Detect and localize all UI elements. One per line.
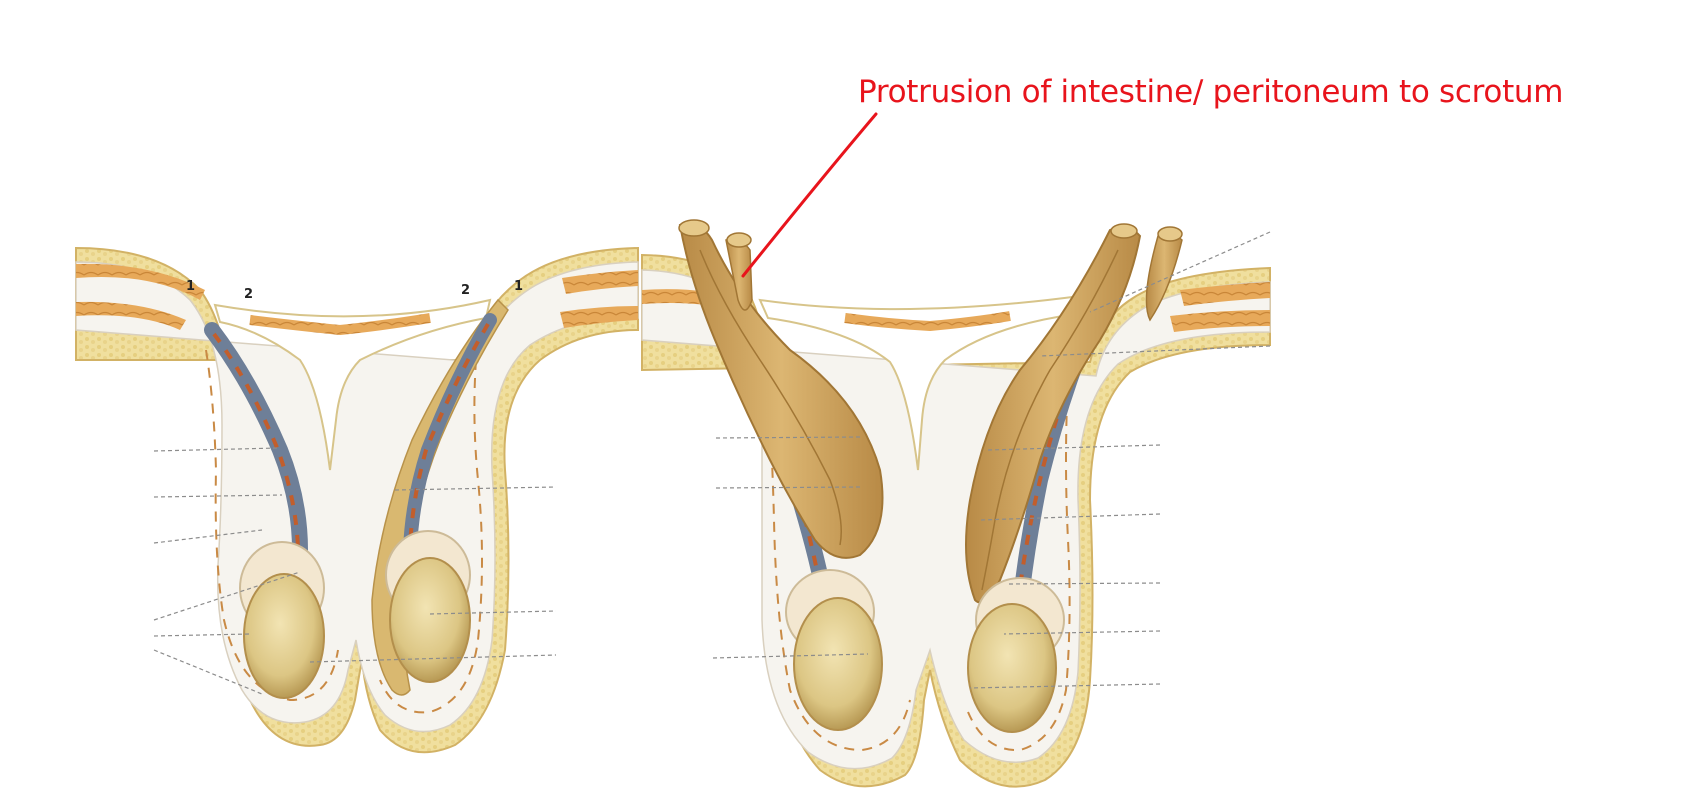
left-label-2b: 2 [461,283,471,298]
left-label-1b: 1 [514,279,524,294]
right-intestine-cut-end-a [679,220,709,236]
right-intestine-cut-end-d [1158,227,1182,241]
left-testis-a [244,574,324,698]
annotation-label: Protrusion of intestine/ peritoneum to scrotum [858,74,1564,110]
annotation-pointer-line [743,114,876,276]
right-intestine-cut-end-b [727,233,751,247]
left-panel-normal-scrotum [76,248,638,752]
left-label-1a: 1 [186,279,196,294]
right-panel-inguinal-hernia [642,220,1270,787]
left-label-2a: 2 [244,287,254,302]
right-testis-b [968,604,1056,732]
left-testis-b [390,558,470,682]
right-testis-a [794,598,882,730]
right-intestine-cut-end-c [1111,224,1137,238]
